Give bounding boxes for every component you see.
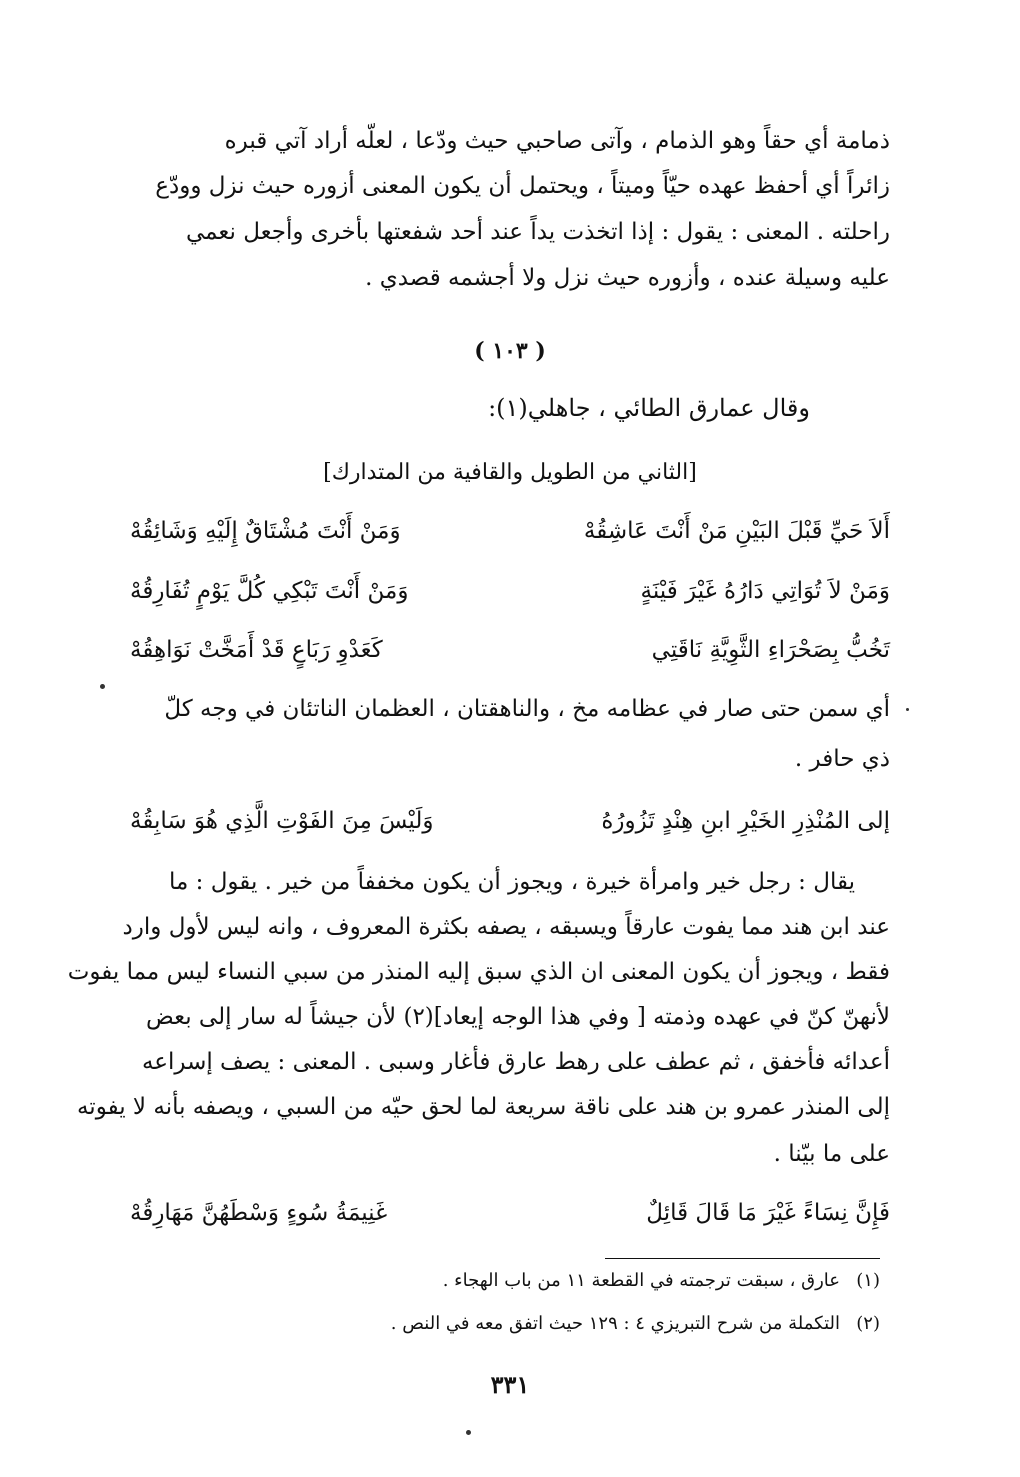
verse-second-hemistich: غَنِيمَةُ سُوءٍ وَسْطَهُنَّ مَهَارِقُهْ	[130, 1200, 388, 1226]
text-line: ذي حافر .	[794, 746, 890, 772]
verse-first-hemistich: فَإِنَّ نِسَاءً غَيْرَ مَا قَالَ قَائِلٌ	[646, 1200, 890, 1226]
verse-first-hemistich: وَمَنْ لاَ تُوَاتِي دَارُهُ غَيْرَ فَيْنَةٍ	[640, 578, 890, 604]
footnote-number: (٢)	[856, 1313, 880, 1334]
verse-second-hemistich: وَمَنْ أَنْتَ تَبْكِي كُلَّ يَوْمٍ تُفَارِقُهْ	[130, 578, 409, 604]
text-line: على ما بيّنا .	[773, 1141, 890, 1167]
text-line: فقط ، ويجوز أن يكون المعنى ان الذي سبق إليه المنذر من سبي النساء ليس مما يفوت	[67, 959, 890, 985]
verse-line	[130, 518, 890, 558]
footnote-1	[443, 1270, 880, 1291]
poem-intro: وقال عمارق الطائي ، جاهلي(١):	[488, 394, 810, 422]
text-line: لأنهنّ كنّ في عهده وذمته [ وفي هذا الوجه إيعاد](٢) لأن جيشاً له سار إلى بعض	[145, 1004, 890, 1030]
verse-first-hemistich: إلى المُنْذِرِ الخَيْرِ ابنِ هِنْدٍ تَزُورُهُ	[601, 808, 890, 834]
page-speck	[100, 684, 105, 689]
footnote-number: (١)	[856, 1270, 880, 1291]
verse-first-hemistich: أَلاَ حَيِّ قَبْلَ البَيْنِ مَنْ أَنْتَ عَاشِقُهْ	[583, 518, 890, 544]
text-line: ذمامة أي حقاً وهو الذمام ، وآتى صاحبي حيث ودّعا ، لعلّه أراد آتي قبره	[224, 128, 890, 154]
verse-line	[130, 578, 890, 618]
verse-line	[130, 808, 890, 848]
text-line: زائراً أي أحفظ عهده حيّاً وميتاً ، ويحتمل أن يكون المعنى أزوره حيث نزل وودّع	[155, 173, 890, 199]
footnote-text: عارق ، سبقت ترجمته في القطعة ١١ من باب الهجاء .	[442, 1270, 840, 1291]
text-line: عليه وسيلة عنده ، وأزوره حيث نزل ولا أجشمه قصدي .	[365, 265, 890, 291]
verse-line	[130, 637, 890, 677]
verse-second-hemistich: وَمَنْ أَنْتَ مُشْتَاقٌ إِلَيْهِ وَشَائِقُهْ	[130, 518, 401, 544]
text-line: أعدائه فأخفق ، ثم عطف على رهط عارق فأغار وسبى . المعنى : يصف إسراعه	[141, 1049, 890, 1075]
verse-second-hemistich: كَعَدْوِ رَبَاعٍ قَدْ أَمَخَّتْ نَوَاهِقُهْ	[130, 637, 383, 663]
text-line: أي سمن حتى صار في عظامه مخ ، والناهقتان ، العظمان الناتئان في وجه كلّ	[164, 696, 890, 722]
poem-number: ( ١٠٣ )	[474, 338, 546, 364]
verse-first-hemistich: تَخُبُّ بِصَحْرَاءِ الثَّوِيَّةِ نَاقَتِي	[651, 637, 890, 663]
footnote-separator	[605, 1258, 880, 1259]
text-line: يقال : رجل خير وامرأة خيرة ، ويجوز أن يكون مخففاً من خير . يقول : ما	[169, 869, 855, 895]
page-number: ٣٣١	[490, 1370, 530, 1399]
footnote-2	[391, 1313, 880, 1334]
page-speck	[466, 1430, 471, 1435]
text-line: راحلته . المعنى : يقول : إذا اتخذت يداً عند أحد شفعتها بأخرى وأجعل نعمي	[185, 219, 890, 245]
page-speck	[906, 708, 909, 711]
meter-note: [الثاني من الطويل والقافية من المتدارك]	[323, 460, 697, 485]
verse-line	[130, 1200, 890, 1240]
footnote-text: التكملة من شرح التبريزي ٤ : ١٢٩ حيث اتفق معه في النص .	[390, 1313, 840, 1334]
text-line: إلى المنذر عمرو بن هند على ناقة سريعة لما لحق حيّه من السبي ، ويصفه بأنه لا يفوته	[76, 1094, 890, 1120]
verse-second-hemistich: وَلَيْسَ مِنَ الفَوْتِ الَّذِي هُوَ سَابِقُهْ	[130, 808, 434, 834]
text-line: عند ابن هند مما يفوت عارقاً ويسبقه ، يصفه بكثرة المعروف ، وانه ليس لأول وارد	[122, 914, 890, 940]
